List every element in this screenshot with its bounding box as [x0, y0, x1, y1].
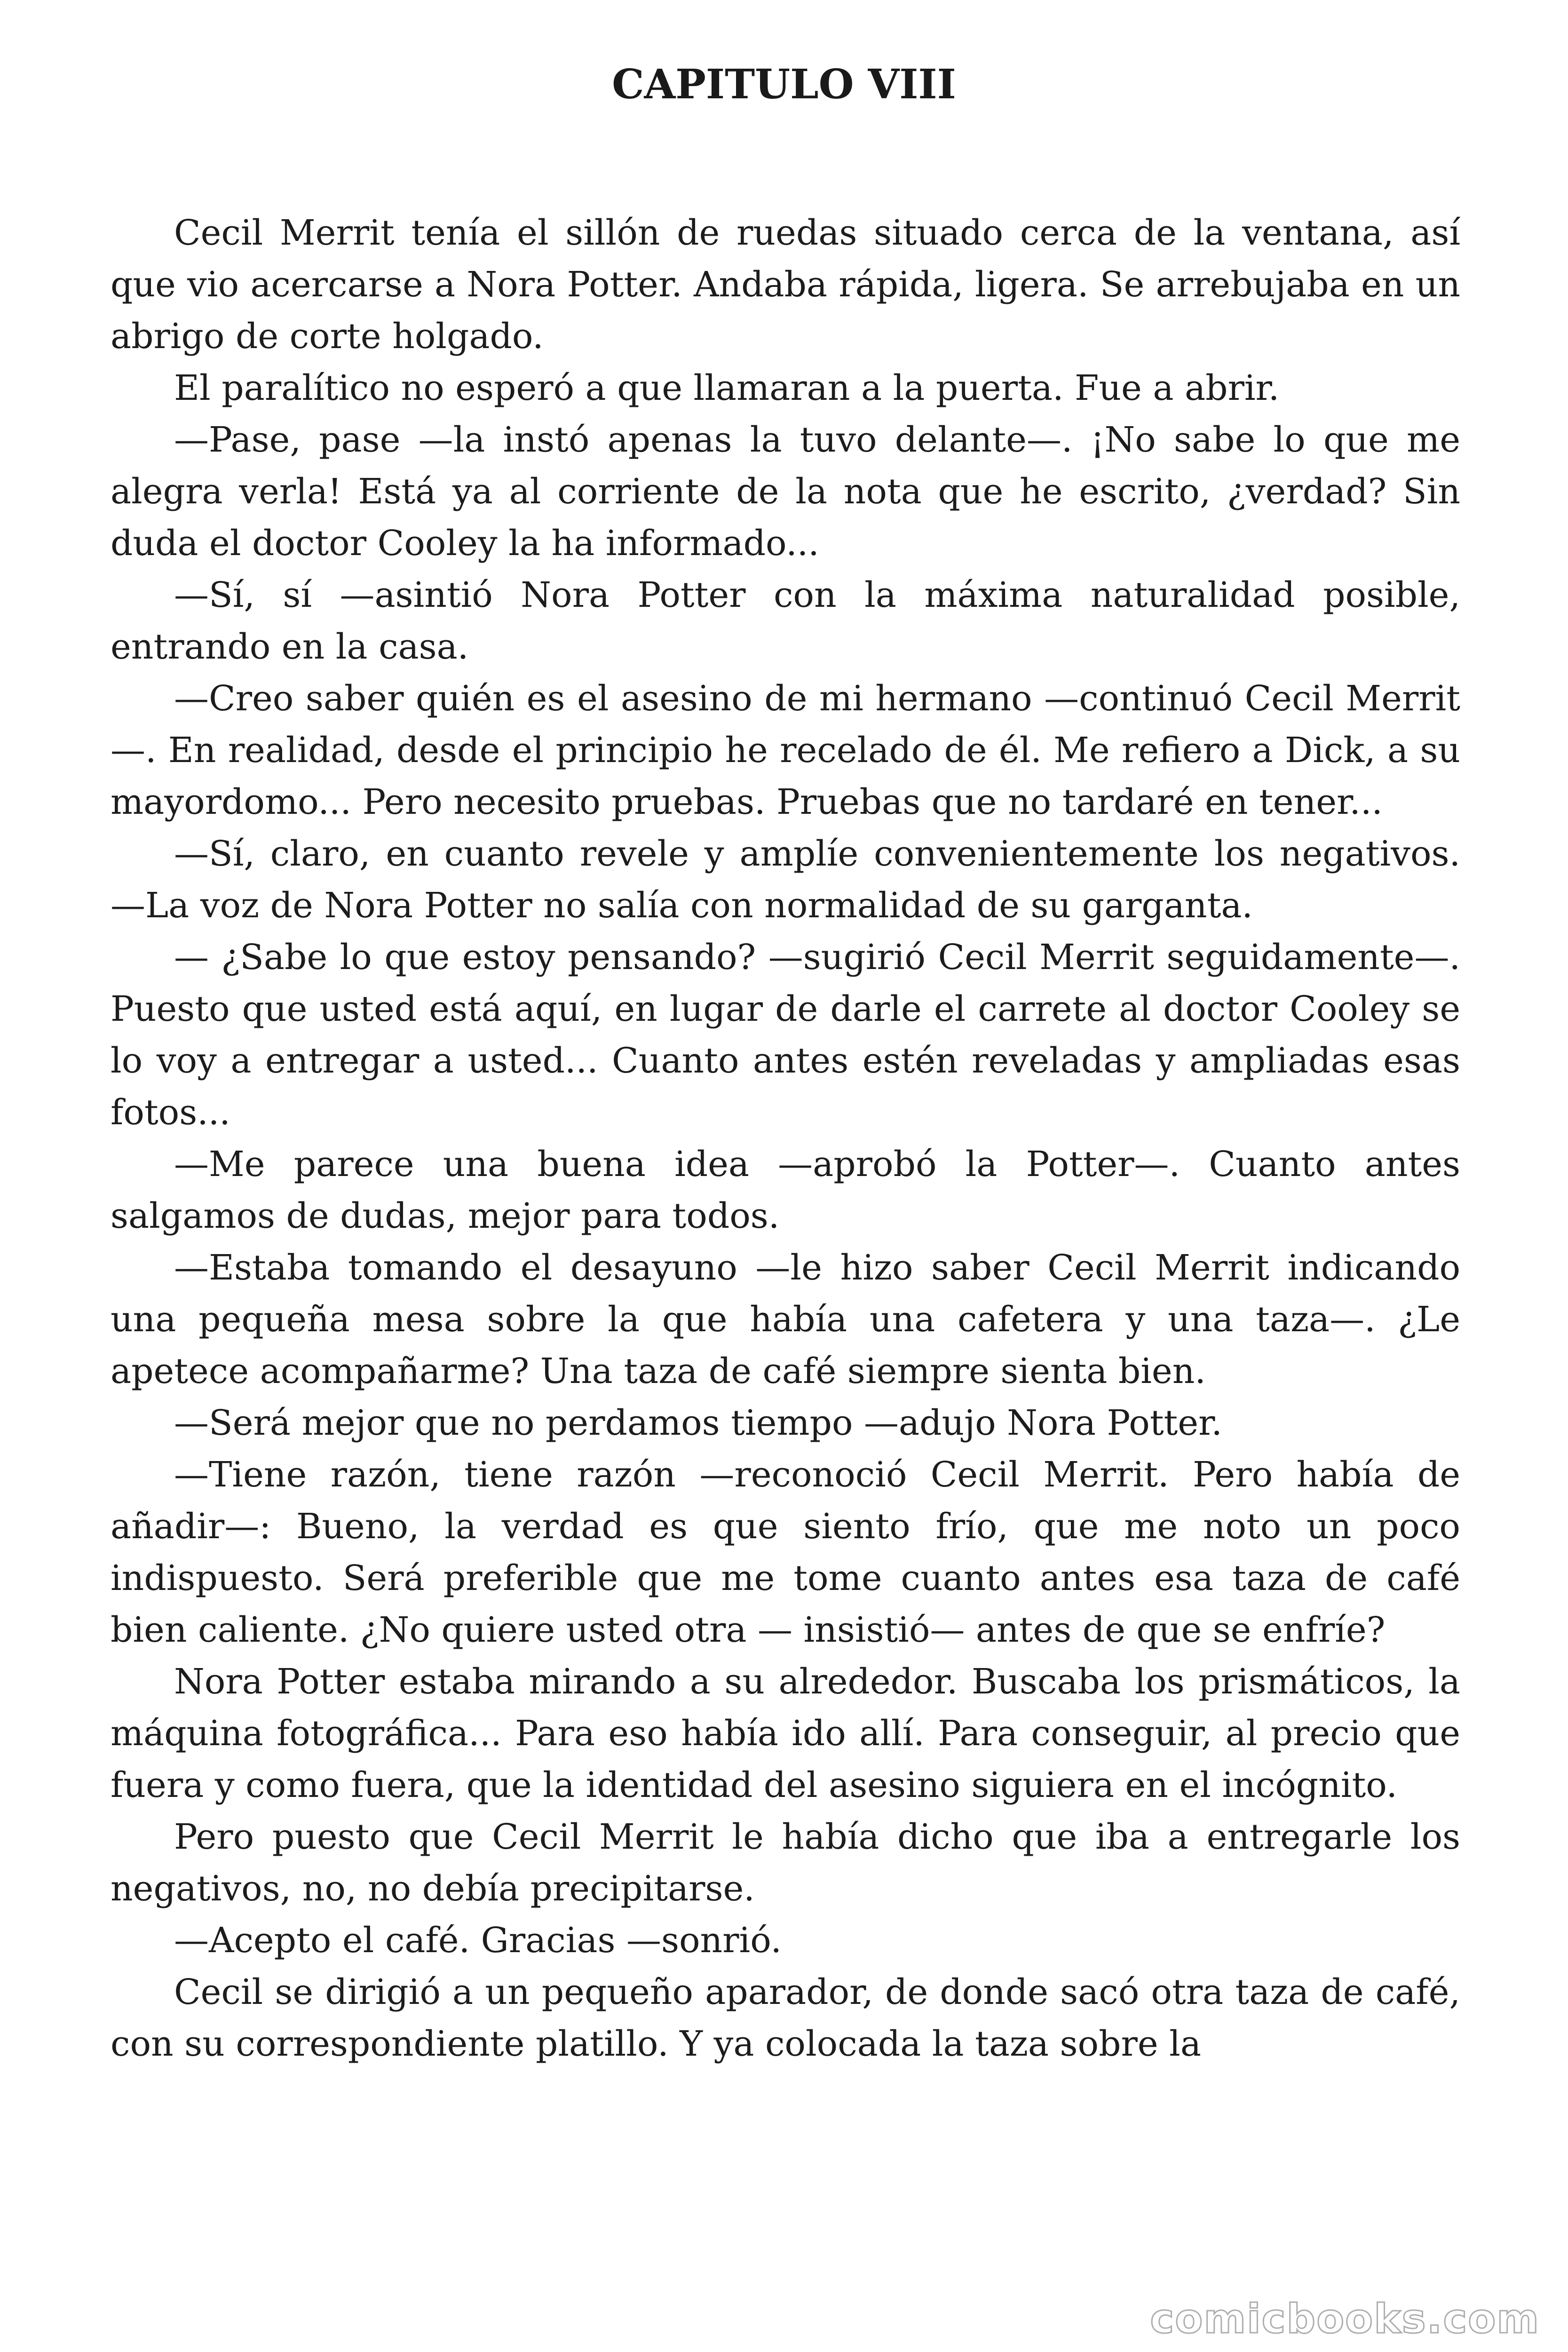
watermark: comicbooks.com — [1150, 2296, 1540, 2343]
paragraph: —Me parece una buena idea —aprobó la Potter—. Cuanto antes salgamos de dudas, mejor para todos. — [111, 1144, 1460, 1236]
paragraph: —Sí, claro, en cuanto revele y amplíe convenientemente los negativos. —La voz de Nora Potter no salía con normalidad de su garganta. — [111, 834, 1460, 926]
paragraph: Nora Potter estaba mirando a su alrededor. Buscaba los prismáticos, la máquina fotográfica... Para eso había ido allí. Para conseguir, al precio que fuera y como fuera, que la identidad del asesino siguiera en el incógnito. — [111, 1661, 1460, 1805]
paragraph: —Acepto el café. Gracias —sonrió. — [174, 1920, 782, 1961]
paragraph: —Pase, pase —la instó apenas la tuvo delante—. ¡No sabe lo que me alegra verla! Está ya al corriente de la nota que he escrito, ¿verdad? Sin duda el doctor Cooley la ha informado... — [111, 420, 1460, 564]
paragraph: —Creo saber quién es el asesino de mi hermano —continuó Cecil Merrit—. En realidad, desde el principio he recelado de él. Me refiero a Dick, a su mayordomo... Pero necesito pruebas. Pruebas que no tardaré en tener... — [111, 678, 1460, 822]
paragraph: —Estaba tomando el desayuno —le hizo saber Cecil Merrit indicando una pequeña mesa sobre la que había una cafetera y una taza—. ¿Le apetece acompañarme? Una taza de café siempre sienta bien. — [111, 1248, 1460, 1391]
paragraph: — ¿Sabe lo que estoy pensando? —sugirió Cecil Merrit seguidamente—. Puesto que usted está aquí, en lugar de darle el carrete al doctor Cooley se lo voy a entregar a usted... Cuanto antes estén reveladas y ampliadas esas fotos... — [111, 937, 1460, 1133]
paragraph: Cecil Merrit tenía el sillón de ruedas situado cerca de la ventana, así que vio acercarse a Nora Potter. Andaba rápida, ligera. Se arrebujaba en un abrigo de corte holgado. — [111, 213, 1460, 357]
paragraph: —Tiene razón, tiene razón —reconoció Cecil Merrit. Pero había de añadir—: Bueno, la verdad es que siento frío, que me noto un poco indispuesto. Será preferible que me tome cuanto antes esa taza de café bien caliente. ¿No quiere usted otra — insistió— antes de que se enfríe? — [111, 1454, 1460, 1650]
chapter-title: CAPITULO VIII — [612, 61, 956, 108]
paragraph: El paralítico no esperó a que llamaran a la puerta. Fue a abrir. — [174, 368, 1280, 408]
paragraph: —Será mejor que no perdamos tiempo —adujo Nora Potter. — [174, 1403, 1222, 1443]
paragraph: Cecil se dirigió a un pequeño aparador, de donde sacó otra taza de café, con su correspondiente platillo. Y ya colocada la taza sobre la — [111, 1972, 1460, 2064]
chapter-body — [111, 207, 1460, 2070]
paragraph: Pero puesto que Cecil Merrit le había dicho que iba a entregarle los negativos, no, no debía precipitarse. — [111, 1817, 1460, 1909]
paragraph: —Sí, sí —asintió Nora Potter con la máxima naturalidad posible, entrando en la casa. — [111, 575, 1460, 667]
